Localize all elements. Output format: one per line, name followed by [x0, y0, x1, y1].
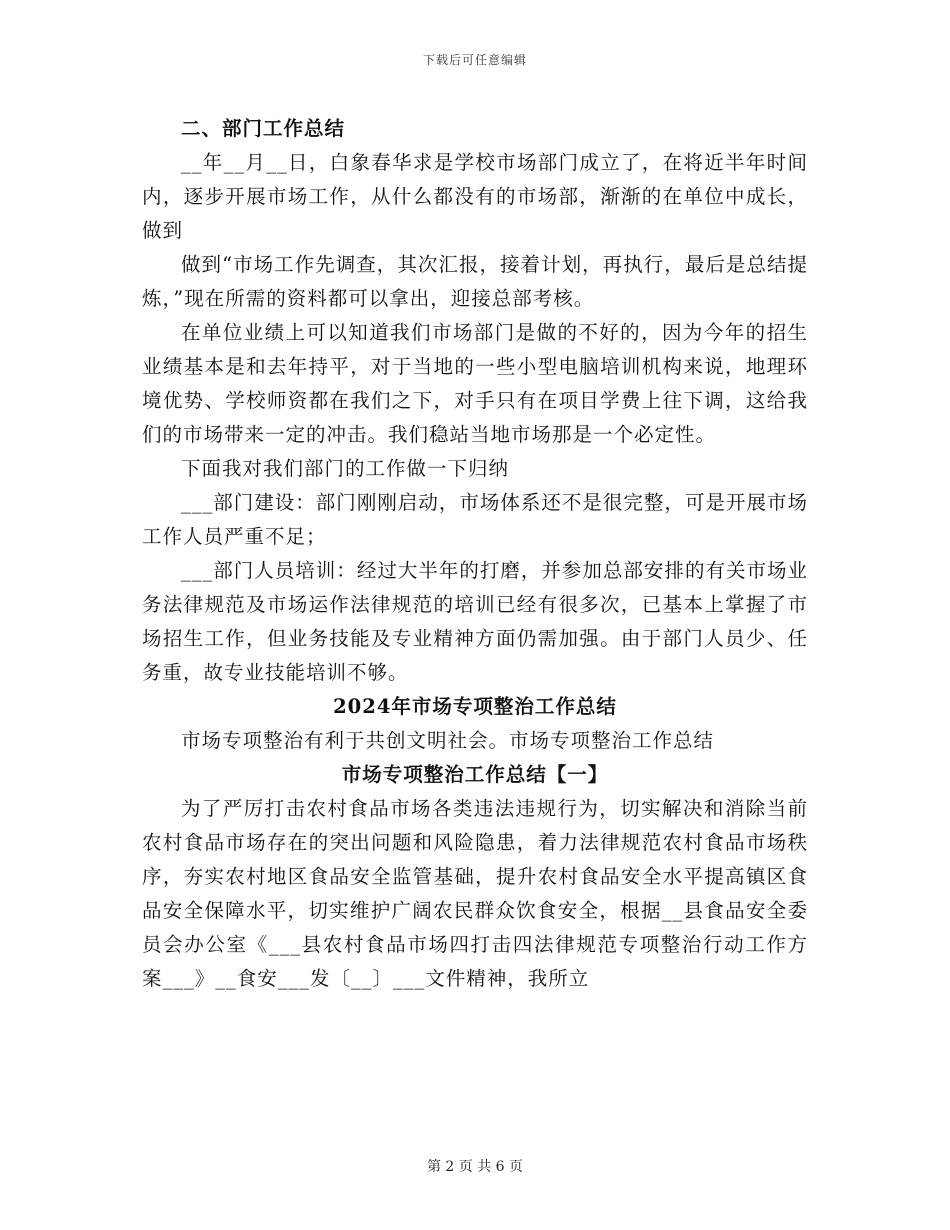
paragraph: 下面我对我们部门的工作做一下归纳 — [181, 457, 510, 480]
page-number: 第 2 页 共 6 页 — [426, 1159, 524, 1175]
section-heading: 二、部门工作总结 — [181, 117, 346, 140]
paragraph: 为了严厉打击农村食品市场各类违法违规行为，切实解决和消除当前农村食品市场存在的突出问题和风险隐患，着力法律规范农村食品市场秩序，夯实农村地区食品安全监管基础，提升农村食品安全水平提高镇区食品安全保障水平，切实维护广阔农民群众饮食安全，根据__县食品安全委员会办公室《___县农村食品市场四打击四法律规范专项整治行动工作方案___》__食安___发〔__〕___文件精神，我所立 — [142, 797, 808, 990]
document-title: 2024年市场专项整治工作总结 — [333, 695, 617, 718]
sub-title: 市场专项整治工作总结【一】 — [341, 763, 609, 786]
paragraph: 做到“市场工作先调查，其次汇报，接着计划，再执行，最后是总结提炼，”现在所需的资料都可以拿出，迎接总部考核。 — [142, 253, 808, 310]
document-body — [142, 112, 808, 996]
paragraph: __年__月__日，白象春华求是学校市场部门成立了，在将近半年时间内，逐步开展市场工作，从什么都没有的市场部，渐渐的在单位中成长，做到 — [142, 151, 808, 242]
paragraph: ___部门人员培训：经过大半年的打磨，并参加总部安排的有关市场业务法律规范及市场运作法律规范的培训已经有很多次，已基本上掌握了市场招生工作，但业务技能及专业精神方面仍需加强。由于部门人员少、任务重，故专业技能培训不够。 — [142, 559, 808, 684]
page-header: 下载后可任意编辑 — [422, 53, 527, 67]
intro-line: 市场专项整治有利于共创文明社会。市场专项整治工作总结 — [181, 729, 715, 752]
paragraph: 在单位业绩上可以知道我们市场部门是做的不好的，因为今年的招生业绩基本是和去年持平，对于当地的一些小型电脑培训机构来说，地理环境优势、学校师资都在我们之下，对手只有在项目学费上往下调，这给我们的市场带来一定的冲击。我们稳站当地市场那是一个必定性。 — [142, 321, 808, 446]
paragraph: ___部门建设：部门刚刚启动，市场体系还不是很完整，可是开展市场工作人员严重不足； — [142, 491, 808, 548]
